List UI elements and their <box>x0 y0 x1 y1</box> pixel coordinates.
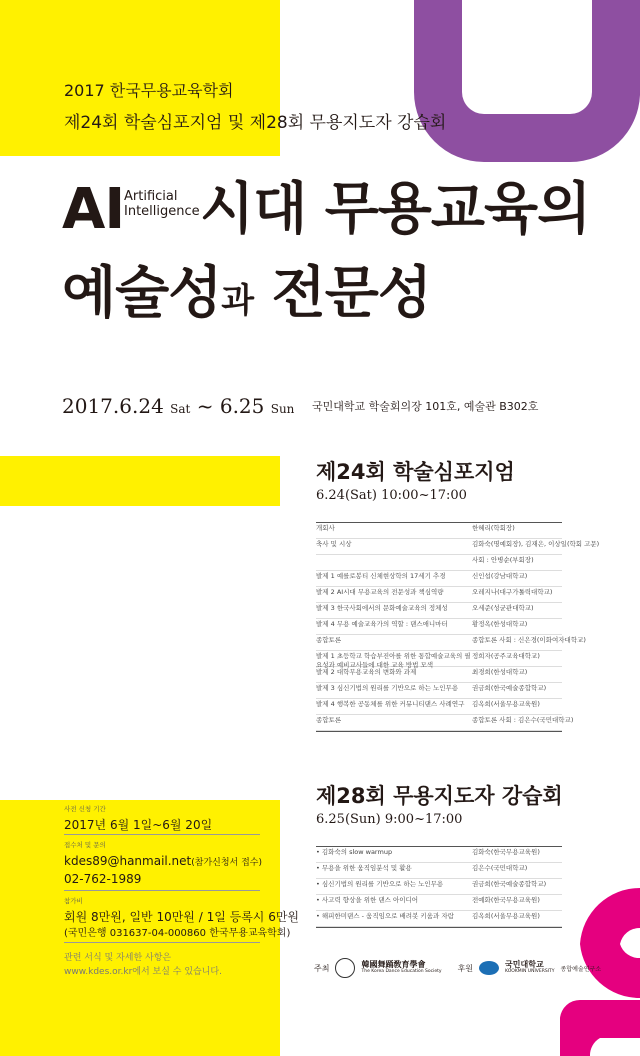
program-row-speaker: 김옥희(서울무용교육원) <box>472 912 540 920</box>
bank-info: (국민은행 031637-04-000860 한국무용교육학회) <box>64 928 291 939</box>
program-row <box>316 911 562 927</box>
event-date <box>62 394 294 418</box>
program-row <box>316 683 562 699</box>
kmu-logo-icon <box>479 961 499 975</box>
society-seal-icon <box>335 958 355 978</box>
program-row-label: • 심신기법의 원리를 기반으로 하는 노인무용 <box>316 880 444 888</box>
contact-phone: 02-762-1989 <box>64 872 142 886</box>
date-end: 6.25 <box>219 394 265 418</box>
program-bottom-rule <box>316 731 562 732</box>
program-row-speaker: 신인섭(강남대학교) <box>472 572 528 580</box>
symposium-title: 제24회 학술심포지엄 <box>316 460 515 484</box>
ai-sub-intelligence: Intelligence <box>124 203 200 219</box>
program-row-label: 발제 2 대학무용교육의 변화와 과제 <box>316 668 417 676</box>
support-name: 국민대학교 <box>505 960 544 970</box>
host-org <box>361 961 441 975</box>
program-row <box>316 571 562 587</box>
host-name-en: The Korea Dance Education Society <box>361 968 442 974</box>
program-row-speaker: 김은수(국민대학교) <box>472 864 528 872</box>
program-row-label: 축사 및 시상 <box>316 540 352 548</box>
fee-label: 참가비 <box>64 897 83 905</box>
symposium-program <box>316 522 600 732</box>
program-row-label: 개회사 <box>316 524 335 532</box>
sponsor-row <box>314 958 620 978</box>
header-line1: 2017 한국무용교육학회 <box>64 81 234 100</box>
program-row <box>316 879 562 895</box>
yellow-block-middle <box>0 456 280 506</box>
workshop-rows <box>316 847 562 927</box>
program-row-speaker: 사회 : 안병순(부회장) <box>472 556 534 564</box>
note-line1: 관련 서식 및 자세한 사항은 <box>64 953 172 963</box>
program-row-speaker: 김화숙(명예회장), 김재은, 이상일(학회 고문) <box>472 540 600 548</box>
program-row-speaker: 권금희(한국예술종합학교) <box>472 880 547 888</box>
program-row <box>316 603 562 619</box>
purple-d-shape <box>414 0 640 162</box>
program-row-label: • 사고력 향상을 위한 댄스 아이디어 <box>316 896 419 904</box>
program-row <box>316 699 562 715</box>
main-title-line2 <box>62 261 431 326</box>
workshop-bottom-rule <box>316 927 562 928</box>
date-tilde: ~ <box>190 394 220 418</box>
support-org <box>505 961 554 975</box>
program-row <box>316 539 600 555</box>
date-start-day: Sat <box>170 402 191 416</box>
note-line2[interactable]: www.kdes.or.kr에서 보실 수 있습니다. <box>64 967 222 977</box>
program-row-speaker: 종합토론 사회 : 김은수(국민대학교) <box>472 716 574 724</box>
program-row-label: 발제 2 AI시대 무용교육의 전문성과 책심역량 <box>316 588 444 596</box>
host-label: 주최 <box>314 963 330 973</box>
program-row <box>316 863 562 879</box>
program-row-label: • 무용을 위한 움직임분석 및 활용 <box>316 864 412 872</box>
period-value: 2017년 6월 1일~6월 20일 <box>64 818 213 832</box>
program-row <box>316 555 562 571</box>
program-row-label: 발제 1 초등학교 학습부진아를 위한 통합예술교육의 필요성과 예비교사들에 대한 교육 방법 모색 <box>316 652 471 669</box>
workshop-title: 제28회 무용지도자 강습회 <box>316 784 563 808</box>
ai-subtitle <box>124 190 200 220</box>
symposium-time: 6.24(Sat) 10:00~17:00 <box>316 488 467 503</box>
ai-sub-artificial: Artificial <box>124 189 178 204</box>
program-row <box>316 847 562 863</box>
support-label: 후원 <box>457 963 474 973</box>
program-row-speaker: 종합토론 사회 : 신은경(이화여자대학교) <box>472 636 586 644</box>
program-row-label: • 김화숙의 slow warmup <box>316 848 393 856</box>
program-row-speaker: 황정옥(한성대학교) <box>472 620 528 628</box>
program-row-speaker: 오레지나(대구가톨릭대학교) <box>472 588 553 596</box>
fee-value: 회원 8만원, 일반 10만원 / 1일 등록시 6만원 <box>64 910 300 924</box>
program-row-label: • 해피한미댄스 - 움직임으로 배려봇 키움과 자람 <box>316 912 454 920</box>
program-row-speaker: 전예화(한국무용교육원) <box>472 896 540 904</box>
event-venue: 국민대학교 학술회의장 101호, 예술관 B302호 <box>312 400 539 413</box>
email-note: (참가신청서 접수) <box>191 858 263 868</box>
program-row <box>316 587 562 603</box>
title-line1-rest: 시대 무용교육의 <box>200 177 591 242</box>
program-row-label: 발제 3 심신기법의 원리를 기반으로 하는 노인무용 <box>316 684 459 692</box>
period-label: 사전 신청 기간 <box>64 805 106 813</box>
program-row-speaker: 김화숙(한국무용교육원) <box>472 848 540 856</box>
divider-3 <box>64 942 260 943</box>
program-row <box>316 523 562 539</box>
program-row-label: 종합토론 <box>316 716 342 724</box>
workshop-program <box>316 846 562 928</box>
program-row-speaker: 한혜리(학회장) <box>472 524 515 532</box>
contact-email[interactable] <box>64 854 262 868</box>
program-row-label: 발제 3 한국사회에서의 문화예술교육의 정체성 <box>316 604 448 612</box>
program-row-label: 발제 4 행복한 공동체를 위한 커뮤니티댄스 사례연구 <box>316 700 465 708</box>
divider-1 <box>64 834 260 835</box>
title-line2-part1: 예술성 <box>62 261 222 326</box>
program-row-speaker: 김옥희(서울무용교육원) <box>472 700 540 708</box>
program-row <box>316 715 574 731</box>
program-row <box>316 635 586 651</box>
program-row-speaker: 정희자(공주교육대학교) <box>472 652 540 660</box>
header-line2: 제24회 학술심포지엄 및 제28회 무용지도자 강습회 <box>64 113 447 133</box>
program-row-speaker: 최경희(한성대학교) <box>472 668 528 676</box>
program-row-label: 발제 1 예를로봉티 신체현상학의 17세기 추경 <box>316 572 446 580</box>
host-name: 韓國舞踊敎育學會 <box>361 960 426 970</box>
date-start: 2017.6.24 <box>62 394 164 418</box>
program-row-speaker: 오세준(성균관대학교) <box>472 604 534 612</box>
program-row <box>316 895 562 911</box>
program-row-label: 발제 4 무용 예술교육가의 역할 : 댄스애니마터 <box>316 620 448 628</box>
workshop-time: 6.25(Sun) 9:00~17:00 <box>316 812 463 827</box>
divider-2 <box>64 890 260 891</box>
program-row-label: 종합토론 <box>316 636 342 644</box>
email-address[interactable]: kdes89@hanmail.net <box>64 854 192 868</box>
support-name-en: KOOKMIN UNIVERSITY <box>505 968 555 974</box>
contact-label: 접수처 및 문의 <box>64 841 106 849</box>
program-row <box>316 651 562 667</box>
program-row <box>316 619 562 635</box>
title-line2-particle: 과 <box>221 281 254 321</box>
program-row <box>316 667 562 683</box>
title-line2-part2: 전문성 <box>253 261 431 326</box>
support-sub: 종합예술연구소 <box>560 965 602 973</box>
symposium-rows <box>316 523 600 731</box>
date-end-day: Sun <box>270 402 295 416</box>
title-ai: AI <box>62 177 125 242</box>
program-row-speaker: 권금희(한국예술종합학교) <box>472 684 547 692</box>
